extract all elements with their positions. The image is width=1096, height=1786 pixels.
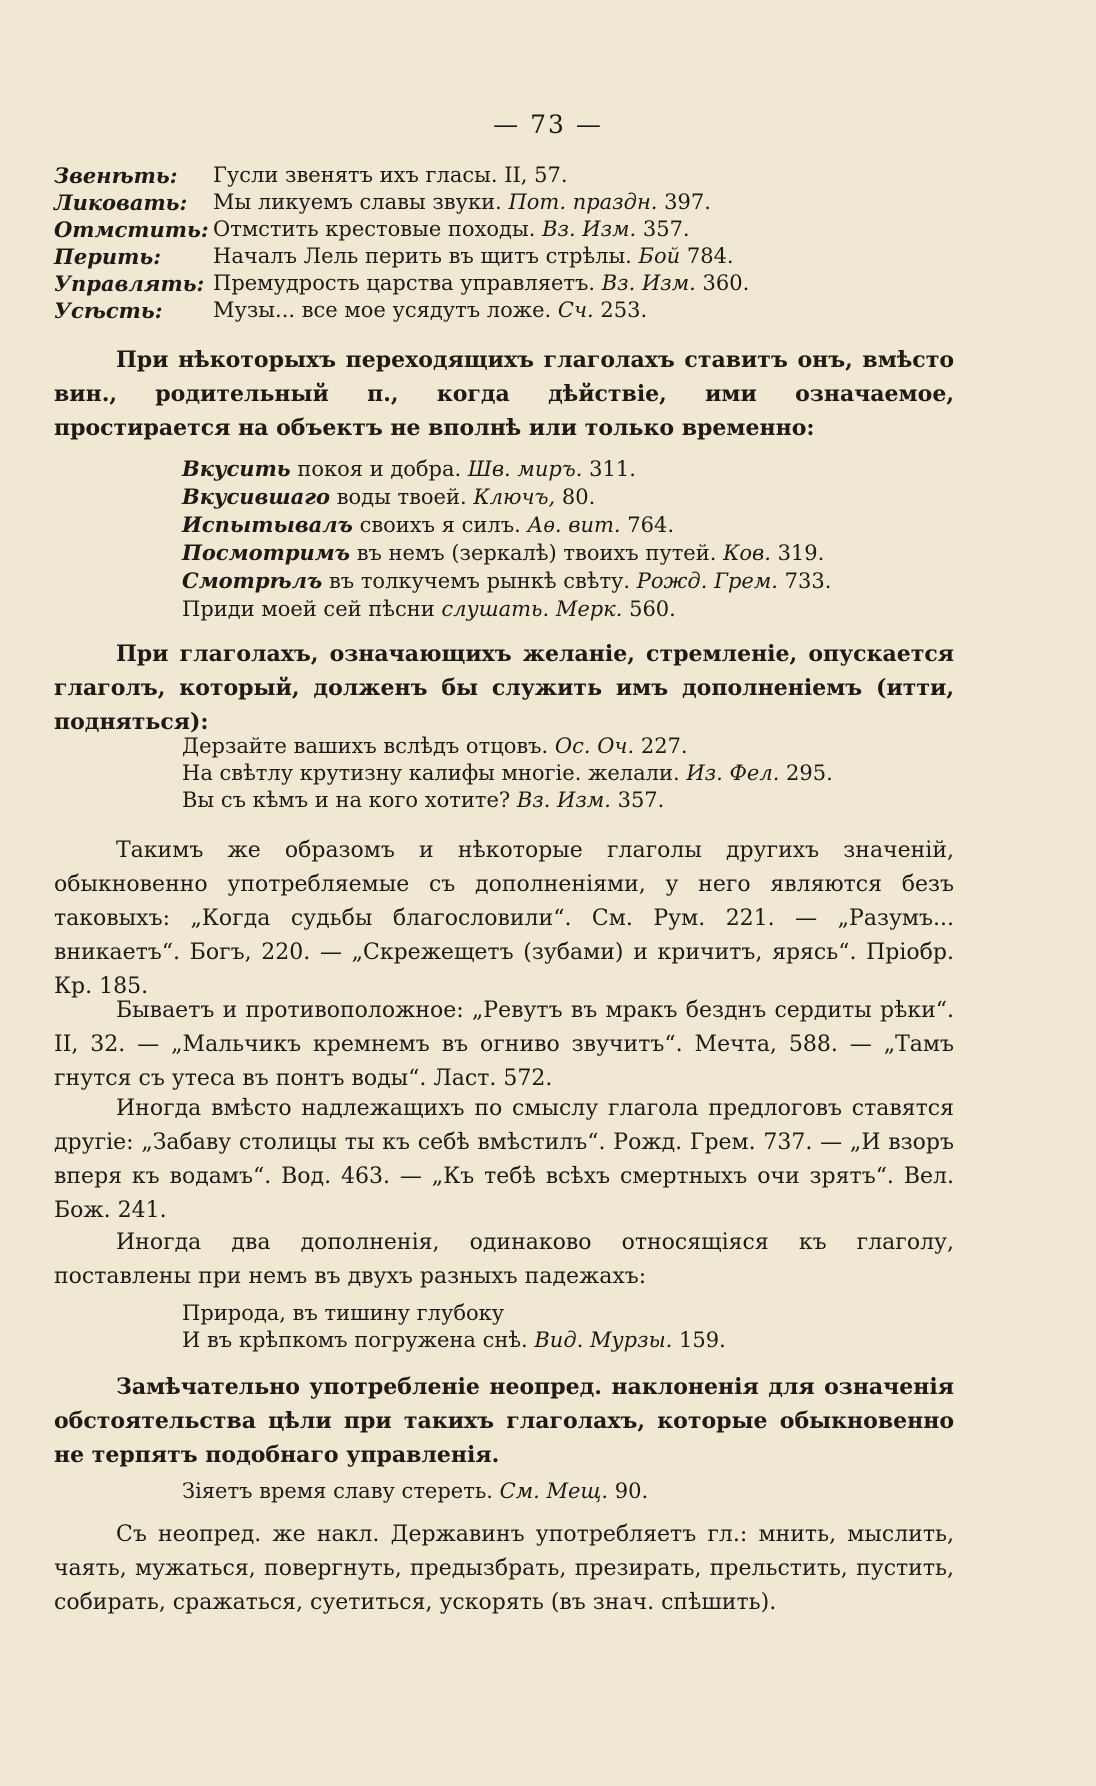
example-text: Мы ликуемъ славы звуки. — [213, 190, 502, 214]
example-row — [54, 270, 749, 297]
paragraph-omitted-verb: При глаголахъ, означающихъ желаніе, стремленіе, опускается глаголъ, который, долженъ бы служить имъ дополненіемъ (итти, подняться): — [54, 641, 954, 735]
quote-line: Смотрѣлъ въ толкучемъ рынкѣ свѣту. Рожд. Грем. 733. — [182, 568, 832, 593]
paragraph-prepositions: Иногда вмѣсто надлежащихъ по смыслу глагола предлоговъ ставятся другіе: „Забаву столицы ты къ себѣ вмѣстилъ“. Рожд. Грем. 737. — „И взоръ вперя къ водамъ“. Вод. 463. — „Къ тебѣ всѣхъ смертныхъ очи зрятъ“. Вел. Бож. 241. — [54, 1096, 954, 1223]
quote-line: Вкусившаго воды твоей. Ключъ, 80. — [182, 484, 596, 509]
quote-line: Зіяетъ время славу стереть. См. Мещ. 90. — [182, 1479, 649, 1503]
example-row — [54, 243, 749, 270]
paragraph-infinitive-verbs: Съ неопред. же накл. Державинъ употребляетъ гл.: мнить, мыслить, чаять, мужаться, повергнуть, предызбрать, презирать, прельстить, пустить, собирать, сражаться, суетиться, ускорять (въ знач. спѣшить). — [54, 1522, 954, 1615]
example-text: Музы... все мое усядутъ ложе. — [213, 298, 552, 322]
example-text: Гусли звенятъ ихъ гласы. II, 57. — [213, 163, 568, 187]
quote-line: На свѣтлу крутизну калифы многіе. желали. Из. Фел. 295. — [182, 761, 833, 785]
quote-line: Испытывалъ своихъ я силъ. Аѳ. вит. 764. — [182, 512, 675, 537]
paragraph-infinitive-purpose: Замѣчательно употребленіе неопред. наклоненія для означенія обстоятельства цѣли при такихъ глаголахъ, которые обыкновенно не терпятъ подобнаго управленія. — [54, 1374, 954, 1468]
example-row — [54, 162, 749, 189]
verb-examples-list — [54, 162, 749, 324]
example-verb: Усѣсть: — [54, 298, 163, 323]
example-row — [54, 297, 749, 324]
example-verb: Управлять: — [54, 271, 205, 296]
paragraph-genitive: При нѣкоторыхъ переходящихъ глаголахъ ставитъ онъ, вмѣсто вин., родительный п., когда дѣйствіе, ими означаемое, простирается на объектъ не вполнѣ или только временно: — [54, 347, 954, 441]
quote-line: Приди моей сей пѣсни слушать. Мерк. 560. — [182, 597, 676, 621]
quote-block-1 — [182, 455, 831, 623]
example-text: Премудрость царства управляетъ. — [213, 271, 596, 295]
example-text: Началъ Лель перить въ щитъ стрѣлы. — [213, 244, 632, 268]
quote-line: Посмотримъ въ немъ (зеркалѣ) твоихъ путей. Ков. 319. — [182, 540, 825, 565]
example-verb: Звенѣть: — [54, 163, 178, 188]
quote-line: И въ крѣпкомъ погружена снѣ. Вид. Мурзы. 159. — [182, 1328, 726, 1352]
example-page: 357. — [642, 217, 690, 241]
quote-line: Вкусить покоя и добра. Шв. миръ. 311. — [182, 456, 636, 481]
paragraph-two-complements: Иногда два дополненія, одинаково относящіяся къ глаголу, поставлены при немъ въ двухъ разныхъ падежахъ: — [54, 1230, 954, 1289]
quote-block-2 — [182, 733, 833, 814]
example-verb: Отмстить: — [54, 217, 209, 242]
example-source: Пот. праздн. — [508, 190, 658, 214]
example-page: 253. — [600, 298, 648, 322]
example-source: Бой — [638, 244, 681, 268]
example-verb: Ликовать: — [54, 190, 188, 215]
example-row — [54, 216, 749, 243]
quote-line: Вы съ кѣмъ и на кого хотите? Вз. Изм. 357. — [182, 788, 665, 812]
example-page: 397. — [664, 190, 711, 214]
paragraph-without-complements: Такимъ же образомъ и нѣкоторые глаголы другихъ значеній, обыкновенно употребляемые съ дополненіями, у него являются безъ таковыхъ: „Когда судьбы благословили“. См. Рум. 221. — „Разумъ... вникаетъ“. Богъ, 220. — „Скрежещетъ (зубами) и кричитъ, ярясь“. Пріобр. Кр. 185. — [54, 838, 954, 999]
example-row — [54, 189, 749, 216]
example-source: Вз. Изм. — [542, 217, 637, 241]
example-page: 360. — [702, 271, 750, 295]
example-page: 784. — [686, 244, 734, 268]
example-source: Сч. — [557, 298, 594, 322]
quote-line: Природа, въ тишину глубоку — [182, 1301, 505, 1325]
example-text: Отмстить крестовые походы. — [213, 217, 536, 241]
quote-block-3 — [182, 1300, 726, 1354]
quote-block-4 — [182, 1478, 648, 1505]
paragraph-opposite: Бываетъ и противоположное: „Ревутъ въ мракъ безднъ сердиты рѣки“. II, 32. — „Мальчикъ кремнемъ въ огниво звучитъ“. Мечта, 588. — „Тамъ гнутся съ утеса въ понтъ воды“. Ласт. 572. — [54, 998, 954, 1091]
example-verb: Перить: — [54, 244, 161, 269]
page-number: — 73 — — [493, 110, 603, 139]
example-source: Вз. Изм. — [601, 271, 696, 295]
quote-line: Дерзайте вашихъ вслѣдъ отцовъ. Ос. Оч. 227. — [182, 734, 688, 758]
